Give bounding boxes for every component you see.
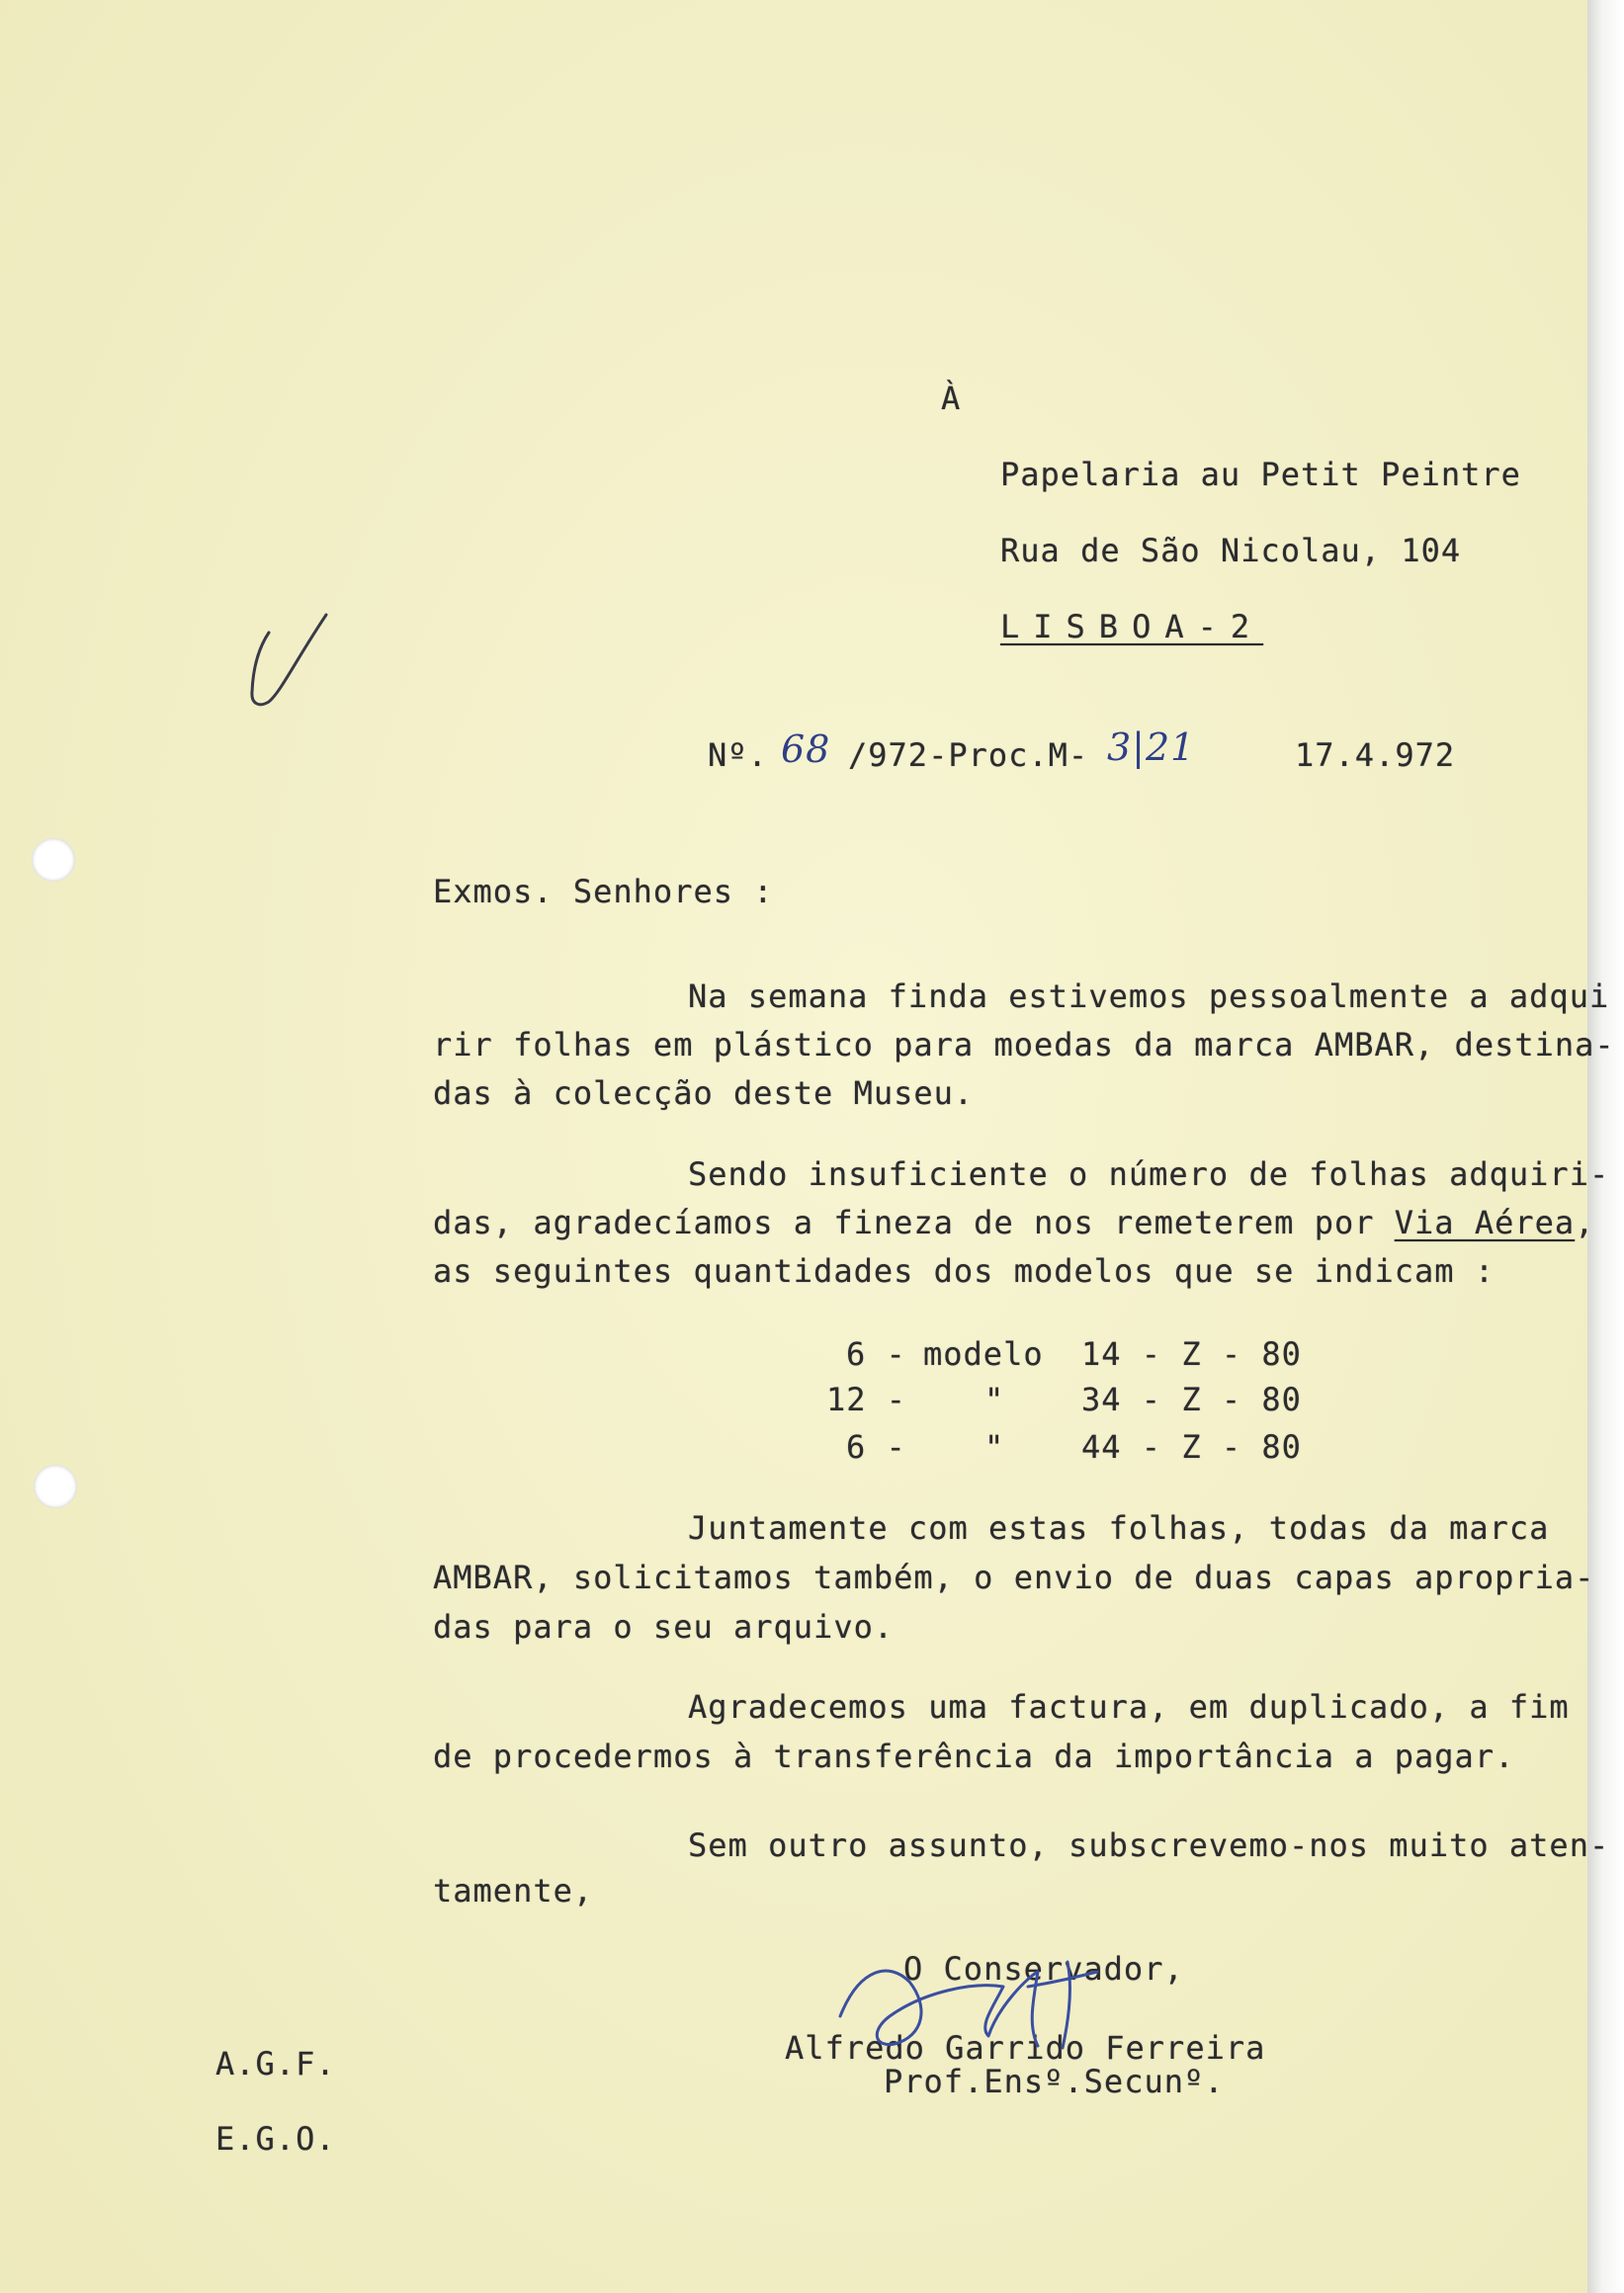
addressee-name: Papelaria au Petit Peintre xyxy=(1000,456,1521,493)
order-qty-3: 6 - xyxy=(846,1428,906,1466)
order-qty-1: 6 - xyxy=(846,1335,906,1373)
paragraph3-line3: das para o seu arquivo. xyxy=(433,1608,895,1646)
paragraph1-line1: Na semana finda estivemos pessoalmente a adqui xyxy=(688,977,1610,1015)
paragraph4-line1: Agradecemos uma factura, em duplicado, a fim xyxy=(688,1688,1570,1726)
closing-line2: tamente, xyxy=(433,1872,594,1910)
signature-role: O Conservador, xyxy=(903,1950,1184,1988)
paragraph1-line3: das à colecção deste Museu. xyxy=(433,1074,975,1112)
order-label-2: " xyxy=(984,1381,1005,1418)
paragraph1-line2: rir folhas em plástico para moedas da marca AMBAR, destina- xyxy=(433,1026,1615,1063)
reference-process: /972-Proc.M- xyxy=(848,736,1089,774)
order-model-2: 34 - Z - 80 xyxy=(1081,1381,1302,1418)
initials-2: E.G.O. xyxy=(215,2120,336,2158)
paragraph3-line1: Juntamente com estas folhas, todas da marca xyxy=(688,1509,1550,1547)
reference-date: 17.4.972 xyxy=(1295,736,1456,774)
salutation: Exmos. Senhores : xyxy=(433,873,774,910)
reference-process-handwritten: 3|21 xyxy=(1107,725,1196,769)
paragraph4-line2: de procedermos à transferência da importância a pagar. xyxy=(433,1738,1515,1775)
handwritten-signature xyxy=(840,1962,1097,2048)
addressee-street: Rua de São Nicolau, 104 xyxy=(1000,532,1462,569)
order-model-3: 44 - Z - 80 xyxy=(1081,1428,1302,1466)
paragraph3-line2: AMBAR, solicitamos também, o envio de duas capas apropria- xyxy=(433,1559,1595,1596)
paragraph2-line2-text: das, agradecíamos a fineza de nos remeterem por xyxy=(433,1204,1395,1241)
paragraph2-line1: Sendo insuficiente o número de folhas adquiri- xyxy=(688,1155,1610,1193)
initials-1: A.G.F. xyxy=(215,2045,336,2082)
margin-check-mark xyxy=(252,615,326,705)
signature-name: Alfredo Garrido Ferreira xyxy=(785,2029,1266,2067)
signature-title: Prof.Ensº.Secunº. xyxy=(884,2063,1225,2100)
order-qty-2: 12 - xyxy=(826,1381,907,1418)
via-aerea-underlined: Via Aérea xyxy=(1394,1204,1576,1241)
addressee-city: LISBOA-2 xyxy=(1000,608,1264,645)
closing-line1: Sem outro assunto, subscrevemo-nos muito aten- xyxy=(688,1826,1610,1864)
paragraph2-line2-comma: , xyxy=(1575,1204,1595,1241)
reference-number-handwritten: 68 xyxy=(781,727,831,771)
order-label-1: modelo xyxy=(923,1335,1044,1373)
order-label-3: " xyxy=(984,1428,1005,1466)
order-model-1: 14 - Z - 80 xyxy=(1081,1335,1302,1373)
paragraph2-line3: as seguintes quantidades dos modelos que se indicam : xyxy=(433,1252,1496,1290)
addressee-prefix: À xyxy=(941,380,962,417)
reference-no-label: Nº. xyxy=(708,736,768,774)
